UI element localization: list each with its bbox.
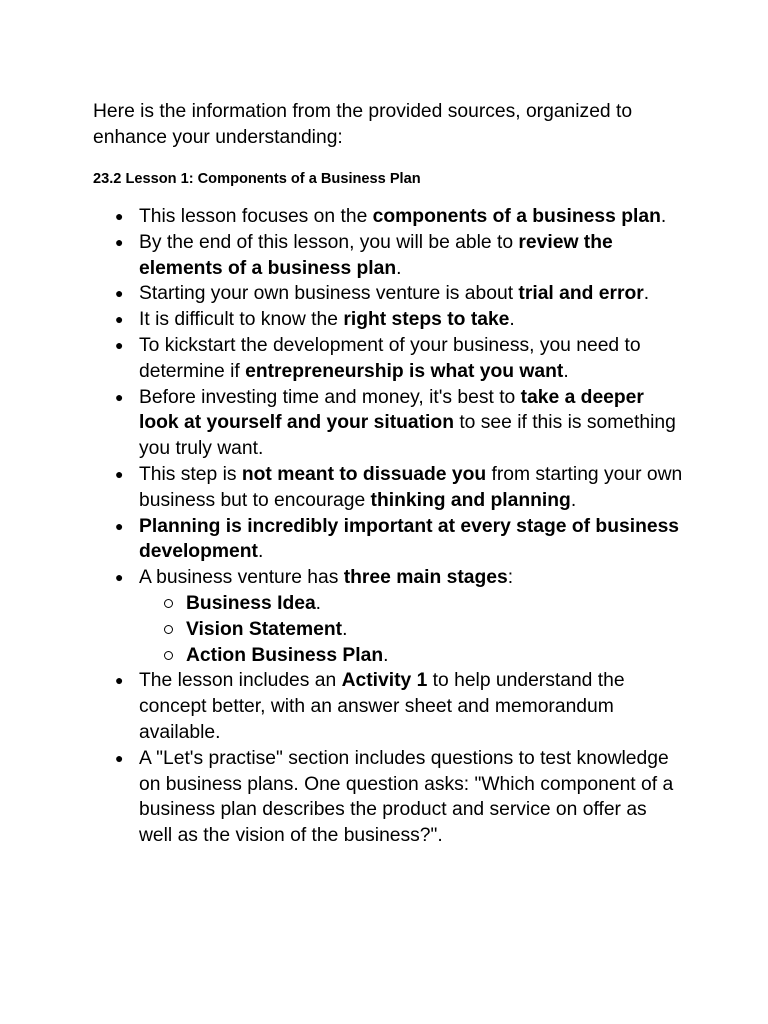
list-item: ● A "Let's practise" section includes questions to test knowledge on business plans. One question asks: "Which component of a business plan describes the product and service on offer as well as the vision of the business?". (115, 747, 674, 847)
hollow-circle-icon (164, 651, 173, 660)
list-item: ● It is difficult to know the right steps to take. (93, 307, 683, 333)
hollow-circle-icon (164, 625, 173, 634)
sub-list-item: Business Idea. (139, 591, 683, 617)
bullet-icon: ● (115, 517, 124, 534)
sub-list-item: Vision Statement. (139, 617, 683, 643)
list-item: ● Starting your own business venture is about trial and error. (93, 281, 683, 307)
list-item: ● Planning is incredibly important at every stage of business development. (115, 515, 680, 563)
bullet-list (93, 204, 683, 849)
list-item: ● The lesson includes an Activity 1 to help understand the concept better, with an answer sheet and memorandum available. (115, 670, 625, 743)
list-item: ● To kickstart the development of your business, you need to determine if entrepreneurship is what you want. (115, 334, 641, 382)
list-item: ● By the end of this lesson, you will be able to review the elements of a business plan. (115, 231, 613, 279)
bullet-icon: ● (115, 465, 124, 482)
bullet-icon: ● (115, 388, 124, 405)
list-item: ● This step is not meant to dissuade you from starting your own business but to encourage thinking and planning. (115, 463, 683, 511)
sub-list-item: Action Business Plan. (139, 643, 683, 669)
list-item: ● This lesson focuses on the components of a business plan. (93, 204, 683, 230)
intro-paragraph: Here is the information from the provided sources, organized to enhance your understanding: (93, 101, 633, 148)
hollow-circle-icon (164, 599, 173, 608)
bullet-icon: ● (115, 672, 124, 689)
section-heading: 23.2 Lesson 1: Components of a Business Plan (93, 171, 421, 187)
bullet-icon: ● (115, 311, 124, 328)
list-item: ● Before investing time and money, it's best to take a deeper look at yourself and your situation to see if this is something you truly want. (115, 386, 676, 460)
document-page (93, 99, 683, 847)
bullet-icon: ● (115, 569, 124, 586)
sub-list (139, 591, 683, 668)
bullet-icon: ● (115, 233, 124, 250)
bullet-icon: ● (115, 749, 124, 766)
list-item: ● A business venture has three main stages: Business Idea. Vision Statement. Action Business Plan. (93, 565, 683, 668)
bullet-icon: ● (115, 208, 124, 224)
bullet-icon: ● (115, 285, 124, 302)
bullet-icon: ● (115, 336, 124, 353)
